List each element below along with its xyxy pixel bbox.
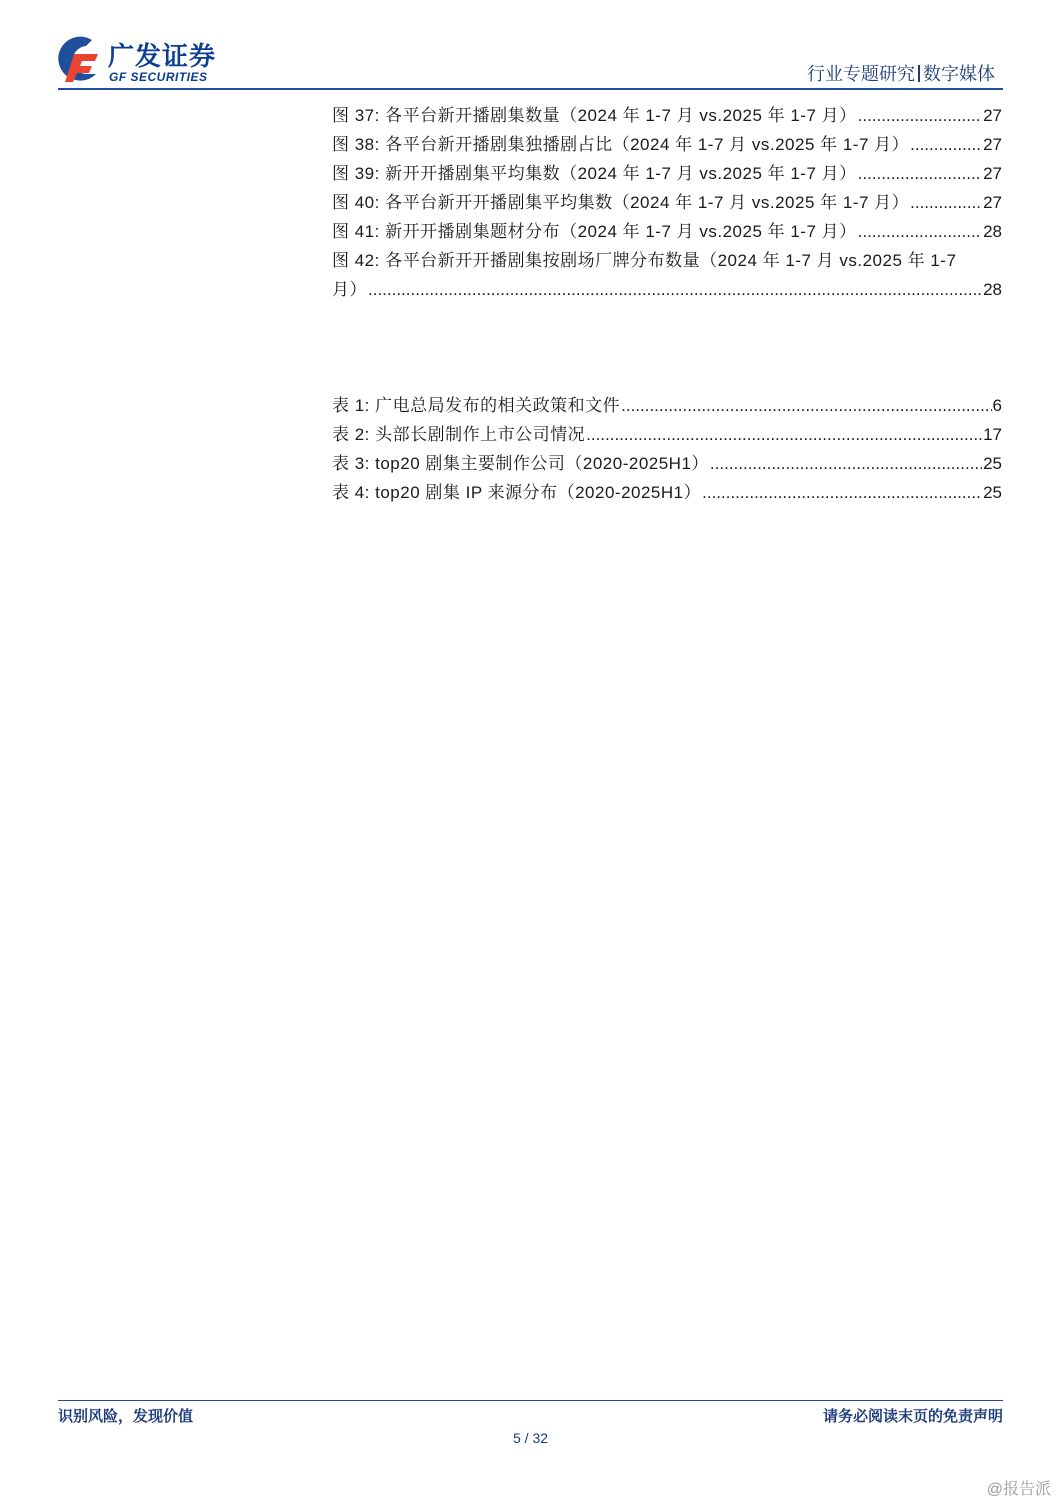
page-header	[0, 0, 1061, 92]
header-rule	[58, 88, 1003, 90]
toc-leader-dots	[858, 101, 982, 130]
watermark: @报告派	[986, 1481, 1051, 1498]
toc-entry-figure-42[interactable]	[332, 246, 1002, 304]
toc-entry-table-1[interactable]	[332, 391, 1002, 420]
toc-entry-figure-39[interactable]	[332, 159, 1002, 188]
table-list	[332, 391, 1002, 507]
toc-entry-page: 27	[983, 106, 1002, 125]
toc-entry-page: 28	[983, 222, 1002, 241]
report-category	[807, 60, 995, 86]
toc-leader-dots	[858, 159, 982, 188]
toc-entry-page: 27	[983, 164, 1002, 183]
toc-entry-label: 图 41: 新开开播剧集题材分布（2024 年 1-7 月 vs.2025 年 1-7 月）	[332, 222, 857, 241]
toc-entry-page: 25	[983, 454, 1002, 473]
toc-entry-label: 图 42: 各平台新开开播剧集按剧场厂牌分布数量（2024 年 1-7 月 vs.2025 年 1-7	[332, 251, 957, 270]
company-logo	[52, 34, 242, 88]
toc-leader-dots	[910, 130, 982, 159]
toc-entry-label: 图 38: 各平台新开播剧集独播剧占比（2024 年 1-7 月 vs.2025 年 1-7 月）	[332, 135, 910, 154]
toc-entry-table-4[interactable]	[332, 478, 1002, 507]
toc-leader-dots	[368, 275, 982, 304]
toc-entry-page: 25	[983, 483, 1002, 502]
footer-slogan: 识别风险，发现价值	[58, 1408, 194, 1425]
toc-leader-dots	[858, 217, 982, 246]
toc-entry-table-2[interactable]	[332, 420, 1002, 449]
toc-entry-label: 表 1: 广电总局发布的相关政策和文件	[332, 396, 621, 415]
footer-rule	[58, 1400, 1003, 1401]
toc-entry-page: 27	[983, 193, 1002, 212]
toc-entry-page: 6	[992, 396, 1002, 415]
logo-english-name: GF SECURITIES	[109, 70, 208, 84]
toc-entry-figure-41[interactable]	[332, 217, 1002, 246]
toc-entry-label: 表 3: top20 剧集主要制作公司（2020-2025H1）	[332, 454, 709, 473]
gf-logo-icon	[52, 34, 106, 88]
report-sector: 数字媒体	[923, 64, 995, 84]
toc-entry-label-continued: 月）	[332, 280, 367, 299]
toc-leader-dots	[621, 391, 991, 420]
logo-chinese-name: 广发证券	[108, 41, 217, 71]
toc-entry-label: 图 40: 各平台新开开播剧集平均集数（2024 年 1-7 月 vs.2025 年 1-7 月）	[332, 193, 910, 212]
toc-entry-figure-40[interactable]	[332, 188, 1002, 217]
toc-leader-dots	[710, 449, 982, 478]
footer-disclaimer-notice: 请务必阅读末页的免责声明	[822, 1408, 1003, 1425]
toc-entry-page: 17	[983, 425, 1002, 444]
header-divider	[918, 65, 920, 82]
toc-entry-label: 图 37: 各平台新开播剧集数量（2024 年 1-7 月 vs.2025 年 1-7 月）	[332, 106, 857, 125]
toc-entry-table-3[interactable]	[332, 449, 1002, 478]
toc-leader-dots	[586, 420, 982, 449]
toc-entry-figure-37[interactable]	[332, 101, 1002, 130]
report-type: 行业专题研究	[807, 64, 915, 84]
toc-leader-dots	[910, 188, 982, 217]
toc-entry-label: 图 39: 新开开播剧集平均集数（2024 年 1-7 月 vs.2025 年 1-7 月）	[332, 164, 857, 183]
toc-entry-page: 28	[983, 280, 1002, 299]
toc-entry-figure-38[interactable]	[332, 130, 1002, 159]
toc-entry-label: 表 2: 头部长剧制作上市公司情况	[332, 425, 586, 444]
page-number: 5 / 32	[512, 1430, 549, 1446]
toc-entry-label: 表 4: top20 剧集 IP 来源分布（2020-2025H1）	[332, 483, 702, 502]
toc-leader-dots	[702, 478, 982, 507]
toc-entry-page: 27	[983, 135, 1002, 154]
figure-list	[332, 101, 1002, 304]
